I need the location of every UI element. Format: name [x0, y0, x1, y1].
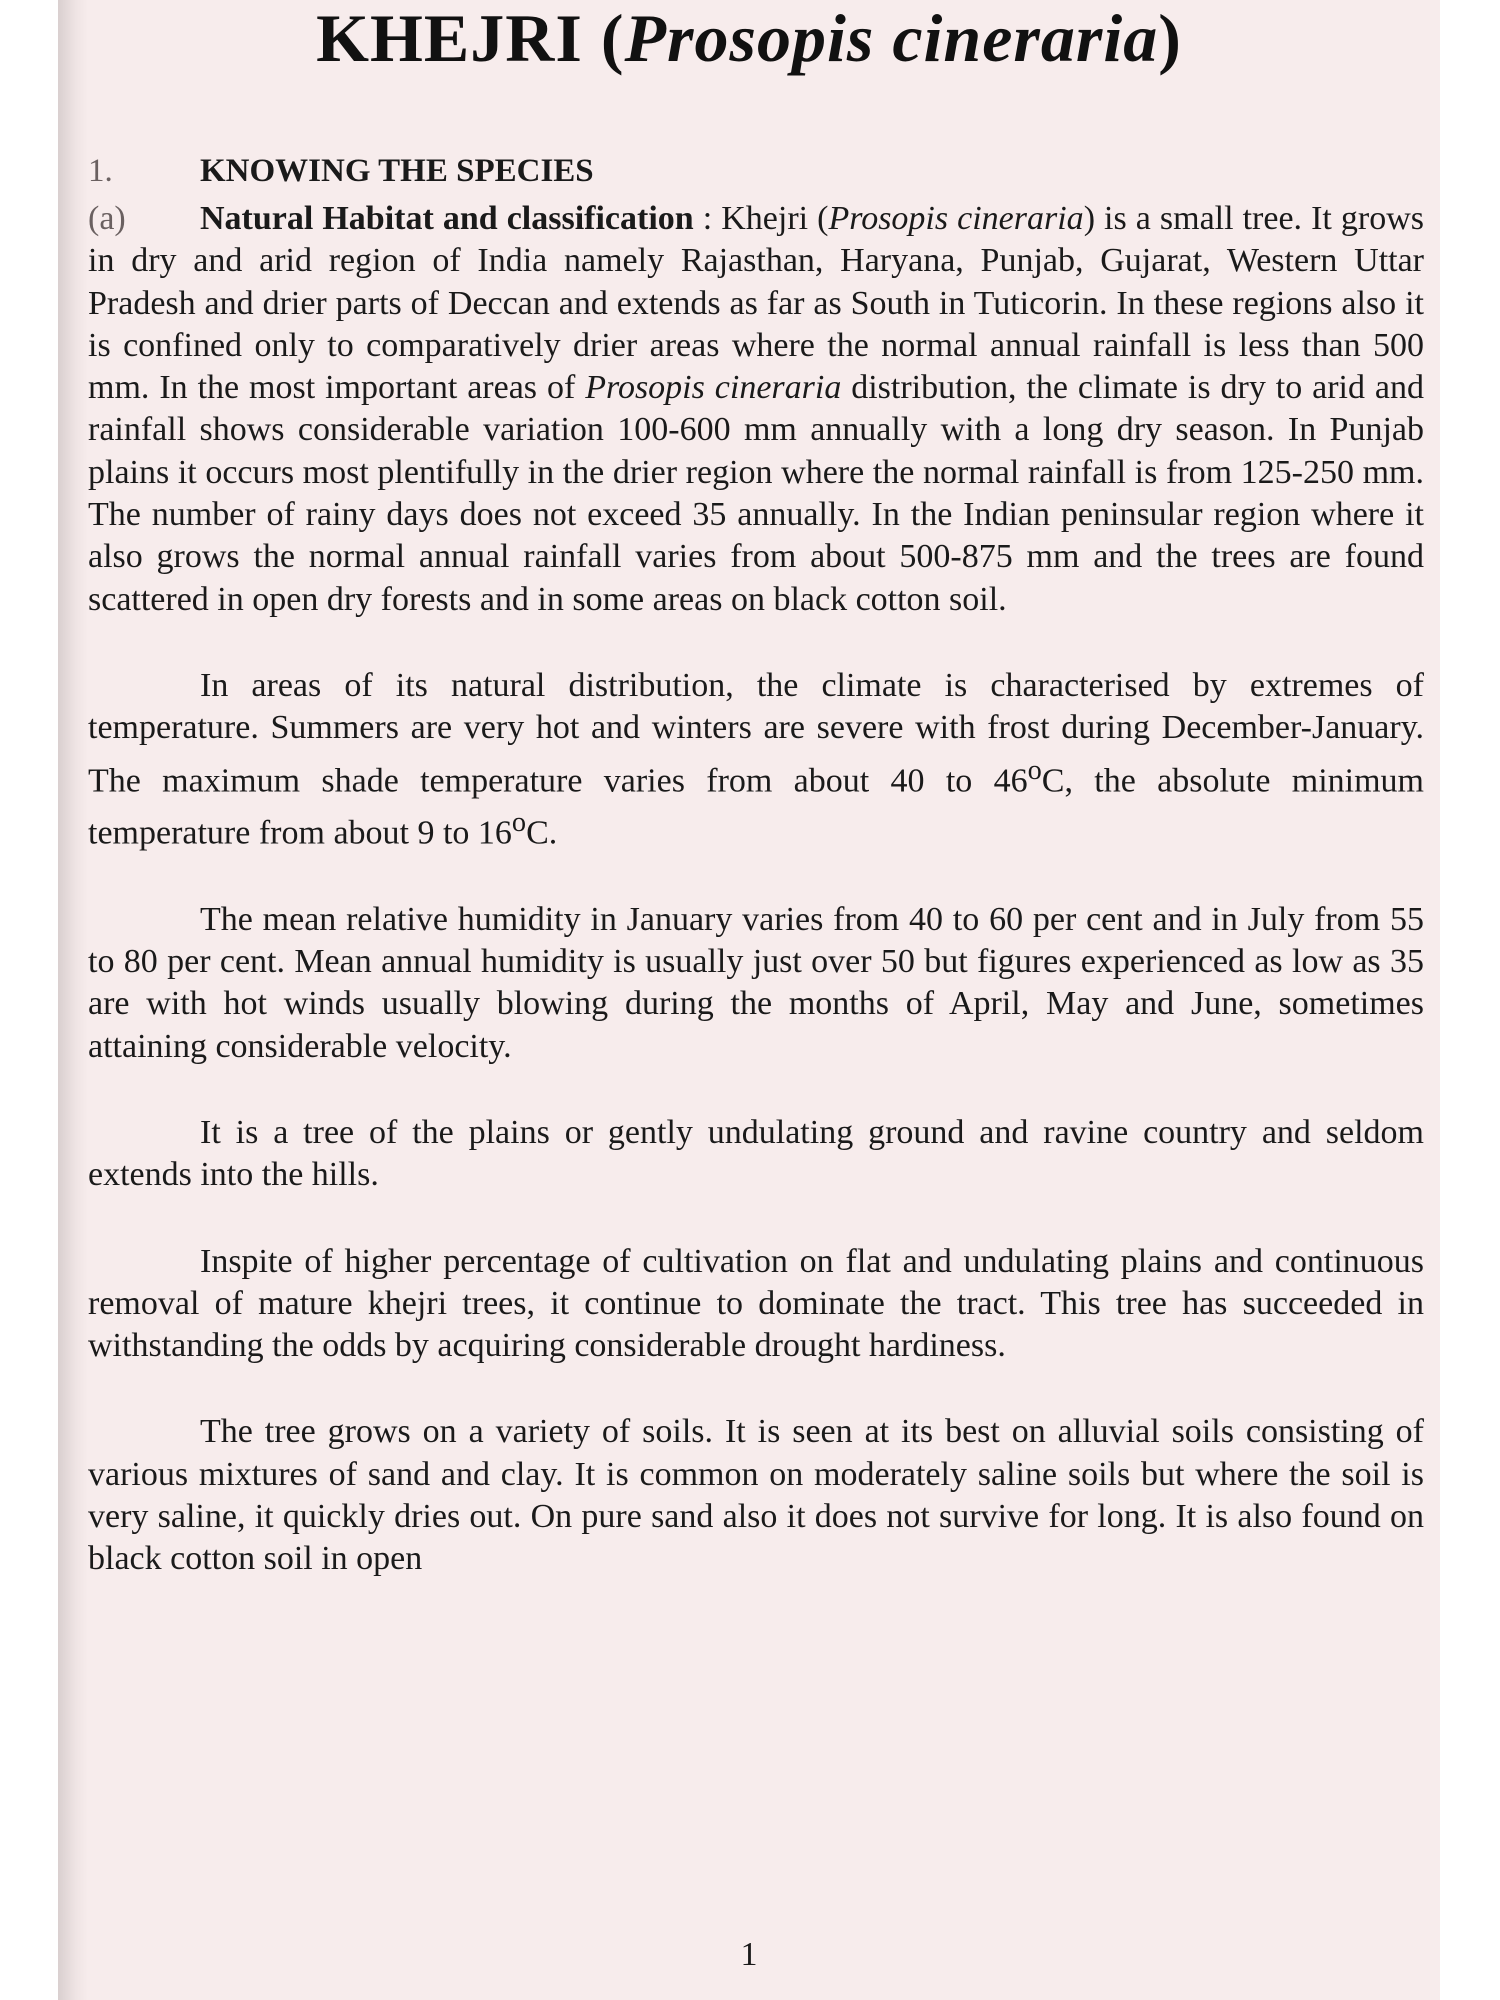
paragraph-humidity: The mean relative humidity in January varies from 40 to 60 per cent and in July from 55 to 80 per cent. Mean annual humidity is usually just over 50 but figures experienced as low as 35 are with hot winds usually blowing during the months of April, May and June, sometimes attaining considerable velocity.	[88, 900, 1424, 1065]
subsection-heading: Natural Habitat and classification	[200, 200, 694, 237]
subsection-label: (a)	[88, 200, 126, 237]
climate-text-3: C.	[526, 814, 558, 852]
paragraph-soils: The tree grows on a variety of soils. It is seen at its best on alluvial soils consisting of various mixtures of sand and clay. It is common on moderately saline soils but where the soil is very saline, it quickly dries out. On pure sand also it does not survive for long. It is also found on black cotton soil in open	[88, 1413, 1424, 1578]
paragraph-natural-habitat	[88, 198, 1424, 621]
section-title: KNOWING THE SPECIES	[200, 153, 594, 189]
page-title	[58, 0, 1440, 76]
page-gutter-shadow	[58, 0, 88, 2000]
paragraph-terrain: It is a tree of the plains or gently undulating ground and ravine country and seldom extends into the hills.	[88, 1114, 1424, 1194]
section-number: 1.	[88, 153, 113, 189]
title-common-name: KHEJRI	[316, 0, 583, 76]
degree-symbol: o	[511, 807, 527, 839]
title-close-paren: )	[1158, 0, 1182, 76]
book-page	[58, 0, 1440, 2000]
habitat-text-1: ) is a small tree. It grows in dry and arid region of India namely Rajasthan, Haryana, Punjab, Gujarat, Western Uttar Pradesh and drier parts of Deccan and extends as far as South in Tuticorin. In these regions also it is confined only to comparatively drier areas where the normal annual rainfall is less than 500 mm. In the most important areas of	[88, 200, 1425, 407]
species-name: Prosopis cineraria	[828, 200, 1084, 237]
degree-symbol: o	[1027, 754, 1042, 786]
paragraph-climate	[88, 665, 1424, 855]
section-heading	[88, 150, 1424, 192]
habitat-text-2: distribution, the climate is dry to arid and rainfall shows considerable variation 100-600 mm annually with a long dry season. In Punjab plains it occurs most plentifully in the drier region where the normal rainfall is from 125-250 mm. The number of rainy days does not exceed 35 annually. In the Indian peninsular region where it also grows the normal annual rainfall varies from about 500-875 mm and the trees are found scattered in open dry forests and in some areas on black cotton soil.	[88, 369, 1424, 618]
page-body	[88, 150, 1424, 1581]
species-name: Prosopis cineraria	[585, 369, 842, 407]
title-scientific-name: Prosopis cineraria	[624, 0, 1159, 76]
climate-text-2: C, the absolute minimum temperature from about 9 to 16	[88, 761, 1424, 852]
title-open-paren: (	[600, 0, 625, 76]
climate-text-1: In areas of its natural distribution, the climate is characterised by extremes of temperature. Summers are very hot and winters are severe with frost during December-January. The maximum shade temperature varies from about 40 to 46	[88, 666, 1424, 799]
page-number: 1	[740, 1936, 758, 1973]
paragraph-cultivation: Inspite of higher percentage of cultivation on flat and undulating plains and continuous removal of mature khejri trees, it continue to dominate the tract. This tree has succeeded in withstanding the odds by acquiring considerable drought hardiness.	[88, 1242, 1424, 1365]
subsection-sep: : Khejri (	[693, 200, 829, 237]
